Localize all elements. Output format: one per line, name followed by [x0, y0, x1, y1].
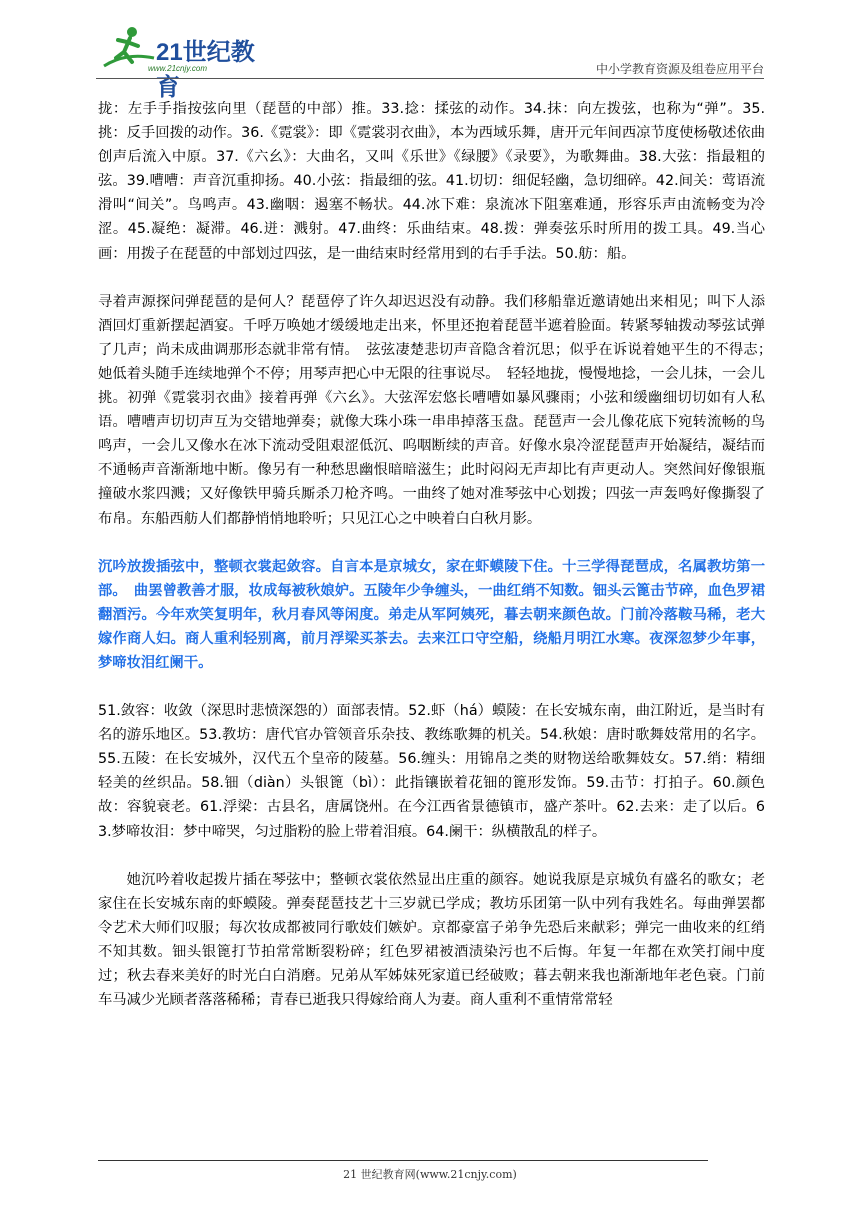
annotation-paragraph-2: 51.敛容：收敛（深思时悲愤深怨的）面部表情。52.虾（há）蟆陵：在长安城东南，曲江附近，是当时有名的游乐地区。53.教坊：唐代官办管领音乐杂技、教练歌舞的机关。54.秋娘：唐时歌舞妓常用的名字。55.五陵：在长安城外，汉代五个皇帝的陵墓。56.缠头：用锦帛之类的财物送给歌舞妓女。57.绡：精细轻美的丝织品。58.钿（diàn）头银篦（bì）：此指镶嵌着花钿的篦形发饰。59.击节：打拍子。60.颜色故：容貌衰老。61.浮梁：古县名，唐属饶州。在今江西省景德镇市，盛产茶叶。62.去来：走了以后。63.梦啼妆泪：梦中啼哭，匀过脂粉的脸上带着泪痕。64.阑干：纵横散乱的样子。: [98, 703, 765, 840]
footer-divider: [98, 1160, 708, 1161]
document-body: [98, 97, 780, 1012]
header-platform-title: 中小学教育资源及组卷应用平台: [595, 62, 764, 76]
runner-logo-icon: [96, 22, 156, 78]
page-header: [96, 22, 764, 101]
translation-paragraph-2: 她沉吟着收起拨片插在琴弦中；整顿衣裳依然显出庄重的颜容。她说我原是京城负有盛名的歌女；老家住在长安城东南的虾蟆陵。弹奏琵琶技艺十三岁就已学成；教坊乐团第一队中列有我姓名。每曲弹罢都令艺术大师们叹服；每次妆成都被同行歌妓们嫉妒。京都豪富子弟争先恐后来献彩；弹完一曲收来的红绡不知其数。钿头银篦打节拍常常断裂粉碎；红色罗裙被酒渍染污也不后悔。年复一年都在欢笑打闹中度过；秋去春来美好的时光白白消磨。兄弟从军姊妹死家道已经破败；暮去朝来我也渐渐地年老色衰。门前车马减少光顾者落落稀稀；青春已逝我只得嫁给商人为妻。商人重利不重情常常轻: [98, 871, 765, 1009]
header-divider: [96, 78, 764, 79]
page-footer: 21 世纪教育网(www.21cnjy.com): [343, 1168, 517, 1181]
logo-text: 21世纪教育: [156, 39, 255, 101]
translation-paragraph-1: 寻着声源探问弹琵琶的是何人？琵琶停了许久却迟迟没有动静。我们移船靠近邀请她出来相见；叫下人添酒回灯重新摆起酒宴。千呼万唤她才缓缓地走出来，怀里还抱着琵琶半遮着脸面。转紧琴轴拨动琴弦试弹了几声；尚未成曲调那形态就非常有情。 弦弦凄楚悲切声音隐含着沉思；似乎在诉说着她平生的不得志； 她低着头随手连续地弹个不停；用琴声把心中无限的往事说尽。 轻轻地拢，慢慢地捻，一会儿抹，一会儿挑。初弹《霓裳羽衣曲》接着再弹《六幺》。大弦浑宏悠长嘈嘈如暴风骤雨；小弦和缓幽细切切如有人私语。嘈嘈声切切声互为交错地弹奏；就像大珠小珠一串串掉落玉盘。琵琶声一会儿像花底下宛转流畅的鸟鸣声，一会儿又像水在冰下流动受阻艰涩低沉、呜咽断续的声音。好像水泉冷涩琵琶声开始凝结，凝结而不通畅声音渐渐地中断。像另有一种愁思幽恨暗暗滋生；此时闷闷无声却比有声更动人。突然间好像银瓶撞破水浆四溅；又好像铁甲骑兵厮杀刀枪齐鸣。一曲终了她对准琴弦中心划拨；四弦一声轰鸣好像撕裂了布帛。东船西舫人们都静悄悄地聆听；只见江心之中映着白白秋月影。: [98, 293, 780, 527]
annotation-paragraph-1: 拢：左手手指按弦向里（琵琶的中部）推。33.捻：揉弦的动作。34.抹：向左拨弦，也称为“弹”。35.挑：反手回拨的动作。36.《霓裳》：即《霓裳羽衣曲》，本为西域乐舞，唐开元年间西凉节度使杨敬述依曲创声后流入中原。37.《六幺》：大曲名，又叫《乐世》《绿腰》《录要》，为歌舞曲。38.大弦：指最粗的弦。39.嘈嘈：声音沉重抑扬。40.小弦：指最细的弦。41.切切：细促轻幽，急切细碎。42.间关：莺语流滑叫“间关”。鸟鸣声。43.幽咽：遏塞不畅状。44.冰下难：泉流冰下阻塞难通，形容乐声由流畅变为冷涩。45.凝绝：凝滞。46.迸：溅射。47.曲终：乐曲结束。48.拨：弹奏弦乐时所用的拨工具。49.当心画：用拨子在琵琶的中部划过四弦，是一曲结束时经常用到的右手手法。50.舫：船。: [98, 101, 765, 262]
logo: [96, 22, 266, 101]
poem-paragraph: 沉吟放拨插弦中，整顿衣裳起敛容。自言本是京城女，家在虾蟆陵下住。十三学得琵琶成，名属教坊第一部。 曲罢曾教善才服，妆成每被秋娘妒。五陵年少争缠头，一曲红绡不知数。钿头云篦击节碎，血色罗裙翻酒污。今年欢笑复明年，秋月春风等闲度。弟走从军阿姨死，暮去朝来颜色故。门前冷落鞍马稀，老大嫁作商人妇。商人重利轻别离，前月浮梁买茶去。去来江口守空船，绕船月明江水寒。夜深忽梦少年事，梦啼妆泪红阑干。: [98, 558, 765, 671]
logo-url: www.21cnjy.com: [148, 64, 207, 73]
